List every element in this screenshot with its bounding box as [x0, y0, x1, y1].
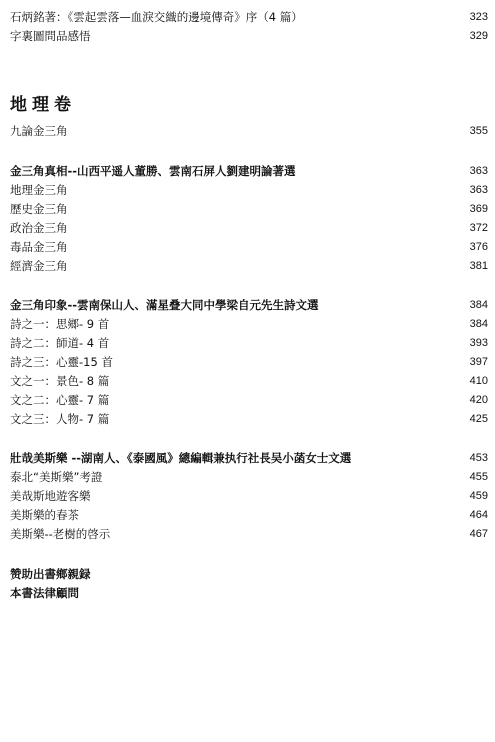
toc-entry-page: 420 [469, 394, 488, 406]
table-of-contents [10, 0, 488, 742]
toc-entry [10, 487, 488, 506]
toc-entry [10, 410, 488, 429]
toc-entry-title: 字裏圖問品感悟 [10, 29, 91, 43]
leader-dots [114, 525, 462, 544]
toc-entry [10, 353, 488, 372]
toc-entry [10, 334, 488, 353]
toc-entry-title: 石炳銘著：《雲起雲落—血淚交織的邊境傳奇》序（4 篇） [10, 10, 303, 24]
leader-dots [72, 257, 463, 276]
toc-entry-page: 369 [469, 203, 488, 215]
leader-dots [72, 238, 463, 257]
toc-entry [10, 468, 488, 487]
toc-entry [10, 391, 488, 410]
toc-entry [10, 8, 488, 27]
leader-dots [300, 162, 462, 181]
toc-entry-title: 美斯樂--老樹的啓示 [10, 527, 111, 541]
toc-entry [10, 257, 488, 276]
toc-entry-title: 美斯樂的春茶 [10, 508, 79, 522]
toc-entry [10, 315, 488, 334]
toc-entry-title: 壯哉美斯樂 --湖南人、《泰國風》總編輯兼执行社長吴小菡女士文選 [10, 451, 352, 465]
toc-entry-page: 453 [469, 452, 488, 464]
toc-group-header [10, 162, 488, 181]
toc-entry-page: 455 [469, 471, 488, 483]
toc-entry-title: 文之一：景色- 8 篇 [10, 374, 110, 388]
leader-dots [72, 219, 463, 238]
leader-dots [323, 296, 462, 315]
toc-group-header [10, 449, 488, 468]
section-title: 地理卷 [10, 95, 76, 115]
toc-entry [10, 506, 488, 525]
leader-dots [307, 8, 462, 27]
toc-entry-title: 地理金三角 [10, 183, 68, 197]
leader-dots [113, 391, 462, 410]
toc-entry-page: 329 [469, 30, 488, 42]
toc-entry-title: 九論金三角 [10, 124, 68, 138]
toc-entry [10, 200, 488, 219]
toc-entry [10, 181, 488, 200]
toc-entry [10, 122, 488, 141]
leader-dots [117, 353, 462, 372]
toc-entry-page: 363 [469, 184, 488, 196]
toc-entry-title: 毒品金三角 [10, 240, 68, 254]
leader-dots [72, 181, 463, 200]
toc-entry [10, 525, 488, 544]
toc-entry-page: 381 [469, 260, 488, 272]
toc-entry-title: 金三角印象--雲南保山人、滿星叠大同中學梁自元先生詩文選 [10, 298, 319, 312]
toc-entry-page: 372 [469, 222, 488, 234]
leader-dots [113, 334, 462, 353]
toc-entry [10, 27, 488, 46]
toc-entry [10, 219, 488, 238]
toc-entry-page: 425 [469, 413, 488, 425]
toc-entry-title: 文之二：心靈- 7 篇 [10, 393, 110, 407]
toc-entry-title: 歷史金三角 [10, 202, 68, 216]
legal-counsel-heading: 本書法律顧問 [10, 586, 79, 600]
leader-dots [113, 315, 462, 334]
toc-entry-title: 文之三：人物- 7 篇 [10, 412, 110, 426]
toc-entry-title: 泰北“美斯樂”考證 [10, 470, 103, 484]
leader-dots [113, 410, 462, 429]
leader-dots [95, 487, 463, 506]
toc-entry-page: 384 [469, 299, 488, 311]
toc-entry [10, 372, 488, 391]
toc-entry-page: 363 [469, 165, 488, 177]
toc-group-header [10, 296, 488, 315]
toc-entry-page: 459 [469, 490, 488, 502]
leader-dots [72, 122, 463, 141]
toc-entry [10, 238, 488, 257]
toc-entry-title: 金三角真相--山西平遥人董勝、雲南石屏人劉建明論著選 [10, 164, 296, 178]
leader-dots [83, 506, 462, 525]
toc-entry-page: 393 [469, 337, 488, 349]
toc-entry-page: 410 [469, 375, 488, 387]
leader-dots [95, 27, 463, 46]
toc-entry-title: 詩之三：心靈-15 首 [10, 355, 113, 369]
toc-entry-title: 經濟金三角 [10, 259, 68, 273]
toc-entry-title: 詩之二：師道- 4 首 [10, 336, 110, 350]
toc-entry-page: 464 [469, 509, 488, 521]
toc-entry-page: 467 [469, 528, 488, 540]
toc-entry-title: 美哉斯地遊客樂 [10, 489, 91, 503]
leader-dots [106, 468, 462, 487]
sponsor-list-heading: 赞助出書鄉親録 [10, 567, 91, 581]
leader-dots [355, 449, 462, 468]
leader-dots [113, 372, 462, 391]
toc-entry-page: 384 [469, 318, 488, 330]
toc-entry-title: 詩之一：思鄉- 9 首 [10, 317, 110, 331]
toc-entry-page: 355 [469, 125, 488, 137]
toc-entry-title: 政治金三角 [10, 221, 68, 235]
toc-entry-page: 397 [469, 356, 488, 368]
toc-entry-page: 376 [469, 241, 488, 253]
leader-dots [72, 200, 463, 219]
toc-entry-page: 323 [469, 11, 488, 23]
